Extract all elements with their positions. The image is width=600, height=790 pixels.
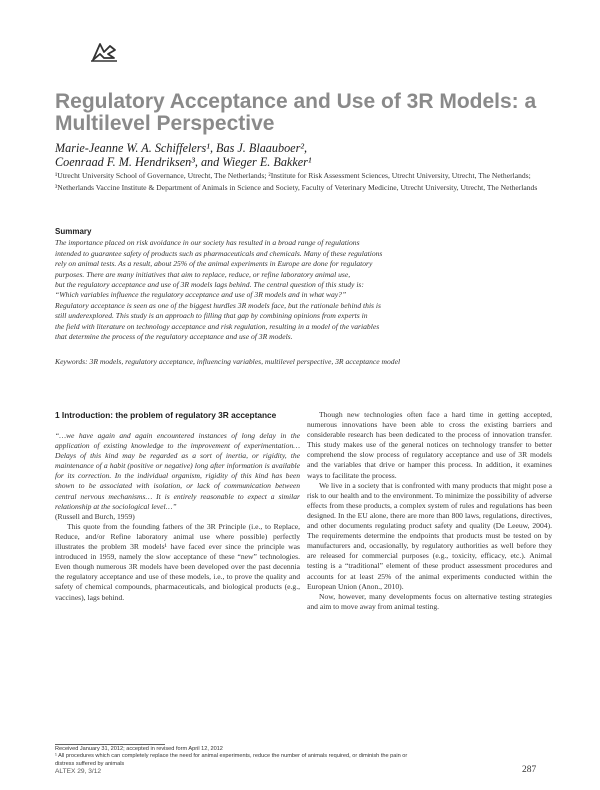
author-line: Marie-Jeanne W. A. Schiffelers¹, Bas J. Blaauboer², [55,141,308,155]
footnote-1: ¹ All procedures which can completely replace the need for animal experiments, reduce the number of animals required, or diminish the pain or distress suffered by animals [55,753,408,767]
received-note: Received January 31, 2012; accepted in revised form April 12, 2012 [55,746,223,752]
column-right [307,410,552,612]
paragraph: We live in a society that is confronted with many products that might pose a risk to our health and to the environment. To minimize the possibility of adverse effects from these products, a complex system of rules and regulations has been designed. In the EU alone, there are more than 800 laws, regulations, directives, and other documents regulating product safety and quality (De Leeuw, 2004). The requirements determine the endpoints that products must be tested on by manufacturers and, occasionally, by regulatory authorities as well before they are released for commercial purposes (e.g., toxicity, efficacy, etc.). Animal testing is a “traditional” element of these product assessment procedures and accounts for at least 25% of the animal experiments conducted within the European Union (Anon., 2010). [307,480,552,591]
author-line: Coenraad F. M. Hendriksen³, and Wieger E. Bakker¹ [55,155,312,169]
section-heading: 1 Introduction: the problem of regulatory 3R acceptance [55,410,277,420]
altex-logo-icon [90,40,118,64]
paragraph: This quote from the founding fathers of the 3R Principle (i.e., to Replace, Reduce, and/or Refine laboratory animal use where possible) perfectly illustrates the problem 3R models¹ have faced ever since the principle was introduced in 1959, namely the slow acceptance of these “new” technologies. Even though numerous 3R models have been developed over the past decennia the regulatory acceptance and use of these models, i.e., to prove the quality and safety of chemical compounds, pharmaceuticals, and biological products (e.g., vaccines), lags behind. [55,521,300,602]
summary-text: The importance placed on risk avoidance in our society has resulted in a broad range of regulations intended to guarantee safety of products such as pharmaceuticals and chemicals. Many of these regulations rely on animal tests. As a result, about 25% of the animal experiments in Europe are done for regulatory purposes. There are many initiatives that aim to replace, reduce, or refine laboratory animal use, but the regulatory acceptance and use of 3R models lags behind. The central question of this study is: “Which variables influence the regulatory acceptance and use of 3R models and in what way?” Regulatory acceptance is seen as one of the biggest hurdles 3R models face, but the rationale behind this is still underexplored. This study is an approach to filling that gap by combining opinions from experts in the field with literature on technology acceptance and risk regulation, resulting in a model of the variables that determine the process of the regulatory acceptance and use of 3R models. [55,238,383,342]
footnote-divider [55,744,165,745]
paragraph: Now, however, many developments focus on alternative testing strategies and aim to move away from animal testing. [307,591,552,611]
epigraph-citation: (Russell and Burch, 1959) [55,511,135,521]
column-left [55,410,300,603]
page-number: 287 [522,765,537,775]
epigraph-quote: “…we have again and again encountered instances of long delay in the application of existing knowledge to the improvement of experimentation… Delays of this kind may be regarded as a sort of inertia, or rigidity, the maintenance of a habit (positive or negative) long after information is available for its correction. In the individual organism, rigidity of this kind has been shown to be associated with isolation, or lack of communication between central nervous mechanisms… It is entirely reasonable to expect a similar relationship at the sociological level…” [55,431,300,511]
summary-block [55,227,555,342]
journal-citation: ALTEX 29, 3/12 [55,768,102,775]
keywords: Keywords: 3R models, regulatory acceptance, influencing variables, multilevel perspective, 3R acceptance model [55,357,401,366]
footnotes [55,746,415,768]
paragraph: Though new technologies often face a hard time in getting accepted, numerous innovations have been able to cross the existing barriers and considerable research has been dedicated to the process of innovation transfer. This study makes use of the general notices on technology transfer to better comprehend the slow process of regulatory acceptance and use of 3R models and the variables that drive or hamper this process. In addition, it examines ways to facilitate the process. [307,410,552,480]
summary-heading: Summary [55,227,92,236]
affiliations: ¹Utrecht University School of Governance, Utrecht, The Netherlands; ²Institute for Risk Assessment Sciences, Utrecht University, Utrecht, The Netherlands; ³Netherlands Vaccine Institute & Department of Animals in Science and Society, Faculty of Veterinary Medicine, Utrecht University, Utrecht, The Netherlands [55,171,538,192]
article-title: Regulatory Acceptance and Use of 3R Models: a Multilevel Perspective [55,90,537,135]
author-list [55,141,555,169]
